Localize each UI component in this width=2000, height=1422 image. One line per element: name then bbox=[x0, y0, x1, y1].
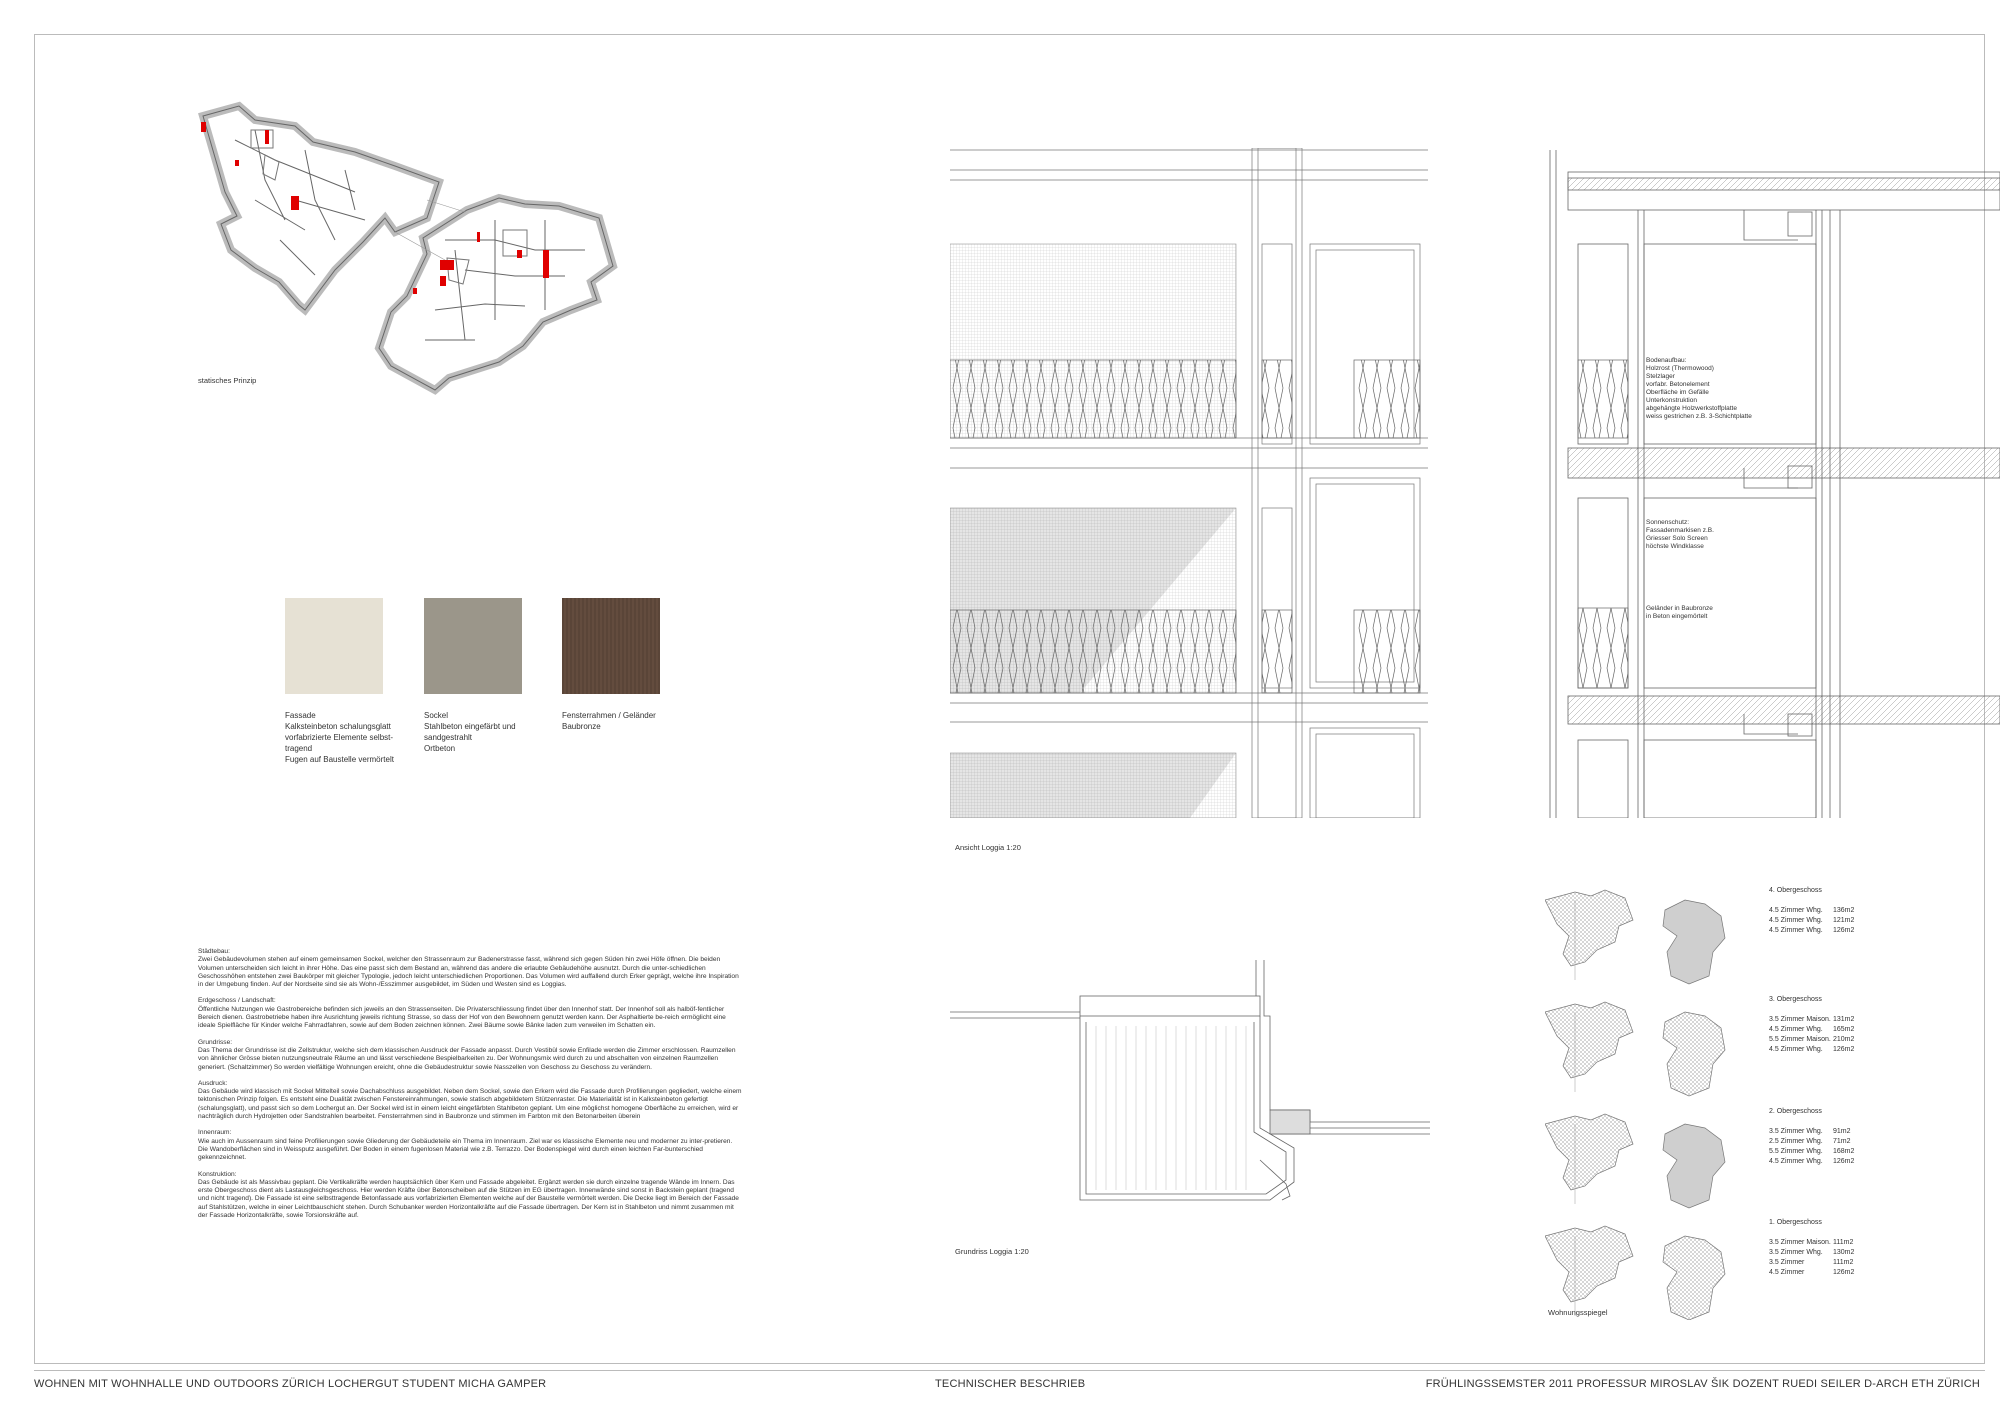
material-text-fassade: Fassade Kalksteinbeton schalungsglatt vorfabrizierte Elemente selbst- tragend Fugen auf Baustelle vermörtelt bbox=[285, 711, 394, 764]
table-row: 3.5 Zimmer Maison. 111m2 bbox=[1769, 1239, 1854, 1246]
table-row: 4.5 Zimmer Whg. 136m2 bbox=[1769, 907, 1855, 914]
table-row: 2.5 Zimmer Whg. 71m2 bbox=[1769, 1138, 1851, 1145]
swatch-fassade bbox=[285, 598, 383, 694]
loggia-elevation-drawing bbox=[950, 148, 1430, 818]
annotation-floor-build-up: Bodenaufbau: Holzrost (Thermowood) Stelzlager vorfabr. Betonelement Oberfläche im Gefälle Unterkonstruktion abgehängte Holzwerkstoffplatte weiss gestrichen z.B. 3-Schichtplatte bbox=[1646, 357, 1752, 420]
material-text-sockel: Sockel Stahlbeton eingefärbt und sandgestrahlt Ortbeton bbox=[424, 711, 516, 753]
annotation-sun-protection: Sonnenschutz: Fassadenmarkisen z.B. Griesser Solo Screen höchste Windklasse bbox=[1646, 519, 1714, 550]
table-row: 5.5 Zimmer Whg. 168m2 bbox=[1769, 1148, 1855, 1155]
table-row: 4.5 Zimmer 126m2 bbox=[1769, 1269, 1855, 1276]
building-block-west bbox=[1545, 1114, 1633, 1190]
technical-description: Städtebau: Zwei Gebäudevolumen stehen auf einem gemeinsamen Sockel, welcher den Strassenraum zur Badenerstrasse fasst, während sich gegen Süden hin zwei Höfe öffnen. Die beiden Volumen unterscheiden sich leicht in ihrer Höhe. Das eine passt sich dem Bestand an, während das andere die erlaubte Gebäudehöhe ausnutzt. Durch die unter-schiedlichen Geschosshöhen entstehen zwei Baukörper mit gleicher Typologie, jedoch leicht unterschiedlichen Proportionen. Das Volumen wird auffallend durch Erker geprägt, welche ihre Inspiration in der Umgebung finden. Auf der Nordseite sind sie als Wohn-/Esszimmer ausgebildet, im Süden und Westen sind es Loggias. Erdgeschoss / Landschaft: Öffentliche Nutzungen wie Gastrobereiche befinden sich jeweils an den Strassenseiten. Die Privaterschliessung findet über den Innenhof statt. Der Innenhof soll als halböf-fentlicher Bereich dienen. Gastrobetriebe haben ihre Ausrichtung jeweils richtung Strasse, so dass der Hof von den Bewohnern genutzt werden kann. Der Asphaltierte be-reich ermöglicht eine ideale Spielfläche für Kinder welche Fahrradfahren, sowie auf dem Boden zeichnen können. Zwei Bäume sowie Bänke laden zum verweilen im Schatten ein. Grundrisse: Das Thema der Grundrisse ist die Zellstruktur, welche sich dem klassischen Ausdruck der Fassade anpasst. Durch Vestibül sowie Enfilade werden die Zimmer erschlossen. Raumzellen von ähnlicher Grösse bieten nutzungsneutrale Räume an und lässt verschiedene Bespielbarkeiten zu. Der Wohnungsmix wird durch zu und abschalten von einzelnen Raumzellen generiert. (Schaltzimmer) So werden vielfältige Wohnungen ereicht, ohne die Gebäudestruktur sowie Nasszellen von Geschoss zu Geschoss zu verändern. Ausdruck: Das Gebäude wird klassisch mit Sockel Mittelteil sowie Dachabschluss ausgebildet. Neben dem Sockel, sowie den Erkern wird die Fassade durch Profilierungen gegliedert, welche einem tektonischen Prinzip folgen. Es entsteht eine Dualität zwischen Fenstereinrahmungen, sowie statisch abgebildetem Stützenraster. Die Materialität ist in Kalksteinbeton gefertigt (schalungsglatt), und passt sich so dem Lochergut an. Der Sockel wird ist in einem leicht eingefärbten Stahlbeton geplant. Um eine möglichst homogene Oberfläche zu erreichen, wird er nachträglich durch Hydrojetten oder Sandstrahlen bearbeitet. Fensterrahmen sind in Baubronze und stimmen im Farbton mit den Betonarbeiten überein Innenraum: Wie auch im Aussenraum sind feine Profilierungen sowie Gliederung der Gebäudeteile ein Thema im Innenraum. Ziel war es klassische Elemente neu und moderner zu inter-pretieren. Die Wandoberflächen sind in Weissputz ausgeführt. Der Boden in einem fugenlosen Material wie z.B. Terrazzo. Der Bodenspiegel wird durch einen leichten Far-bunterschied gekennzeichnet. Konstruktion: Das Gebäude ist als Massivbau geplant. Die Vertikalkräfte werden hauptsächlich über Kern und Fassade abgeleitet. Ergänzt werden sie durch einzelne tragende Wände im Innern. Das erste Obergeschoss dient als Lastausgleichsgeschoss. Hier werden Kräfte über Betonscheiben auf die Stützen im EG übertragen. Innenwände sind sonst in Backstein geplant (tragend und nicht tragend). Die Fassade ist eine selbsttragende Betonfassade aus vorfabrizierten Elementen welche auf der Baustelle vermörtelt werden. Die Decke liegt im Bereich der Fassade auf Stahlstützen, welche in einer Leichtbauschicht stehen. Durch Schubanker werden Horizontalkräfte auf die Fassade übertragen. Der Kern ist in Stahlbeton und nimmt zusammen mit der Fassade Horizontalkräfte, sowie Torsionskräfte auf. bbox=[198, 948, 742, 1220]
table-row: 4.5 Zimmer Whg. 126m2 bbox=[1769, 927, 1855, 934]
structure-caption: statisches Prinzip bbox=[198, 376, 257, 385]
table-row: 4.5 Zimmer Whg. 121m2 bbox=[1769, 917, 1855, 924]
building-block-east bbox=[1663, 1012, 1725, 1096]
footer-project: WOHNEN MIT WOHNHALLE UND OUTDOORS ZÜRICH LOCHERGUT STUDENT MICHA GAMPER bbox=[34, 1378, 547, 1390]
table-row: 3.5 Zimmer Whg. 130m2 bbox=[1769, 1249, 1855, 1256]
schedule-plan-level bbox=[1545, 1002, 1725, 1096]
schedule-plan-level bbox=[1545, 890, 1725, 984]
footer-title: TECHNISCHER BESCHRIEB bbox=[935, 1378, 1086, 1390]
apartment-level-2: 2. Obergeschoss 3.5 Zimmer Whg. 91m2 2.5 Zimmer Whg. 71m2 5.5 Zimmer Whg. 168m2 4.5 Zimmer Whg. 126m2 bbox=[1769, 1108, 1855, 1165]
structural-plan-drawing bbox=[195, 100, 725, 470]
table-row: 4.5 Zimmer Whg. 165m2 bbox=[1769, 1026, 1855, 1033]
plan-caption: Grundriss Loggia 1:20 bbox=[955, 1247, 1029, 1256]
building-block-east bbox=[1663, 1236, 1725, 1320]
schedule-plan-level bbox=[1545, 1114, 1725, 1208]
material-text-fensterrahmen: Fensterrahmen / Geländer Baubronze bbox=[562, 711, 656, 731]
building-block-east bbox=[1663, 900, 1725, 984]
apartment-level-4: 4. Obergeschoss 4.5 Zimmer Whg. 136m2 4.5 Zimmer Whg. 121m2 4.5 Zimmer Whg. 126m2 bbox=[1769, 887, 1855, 934]
footer-divider bbox=[34, 1370, 1985, 1371]
table-row: 4.5 Zimmer Whg. 126m2 bbox=[1769, 1046, 1855, 1053]
table-row: 3.5 Zimmer Maison. 131m2 bbox=[1769, 1016, 1855, 1023]
schedule-plan-level bbox=[1545, 1226, 1725, 1320]
apartment-level-1: 1. Obergeschoss 3.5 Zimmer Maison. 111m2 3.5 Zimmer Whg. 130m2 3.5 Zimmer 111m2 4.5 Zimmer 126m2 bbox=[1769, 1219, 1855, 1276]
elevation-caption: Ansicht Loggia 1:20 bbox=[955, 843, 1021, 852]
building-block-west bbox=[1545, 1002, 1633, 1078]
apartment-level-3: 3. Obergeschoss 3.5 Zimmer Maison. 131m2 4.5 Zimmer Whg. 165m2 5.5 Zimmer Maison. 210m2 4.5 Zimmer Whg. 126m2 bbox=[1769, 996, 1855, 1053]
swatch-sockel bbox=[424, 598, 522, 694]
apartment-schedule-plans bbox=[1545, 880, 1775, 1320]
table-row: 4.5 Zimmer Whg. 126m2 bbox=[1769, 1158, 1855, 1165]
building-block-east bbox=[1663, 1124, 1725, 1208]
annotation-railing: Geländer in Baubronze in Beton eingemörtelt bbox=[1646, 605, 1713, 620]
apartments-caption: Wohnungsspiegel bbox=[1548, 1308, 1608, 1317]
table-row: 5.5 Zimmer Maison. 210m2 bbox=[1769, 1036, 1855, 1043]
building-block-west bbox=[1545, 890, 1633, 966]
table-row: 3.5 Zimmer Whg. 91m2 bbox=[1769, 1128, 1851, 1135]
building-block-west bbox=[1545, 1226, 1633, 1302]
table-row: 3.5 Zimmer 111m2 bbox=[1769, 1259, 1854, 1266]
loggia-plan-drawing bbox=[950, 960, 1430, 1250]
footer-credits: FRÜHLINGSSEMSTER 2011 PROFESSUR MIROSLAV ŠIK DOZENT RUEDI SEILER D-ARCH ETH ZÜRICH bbox=[1425, 1378, 1980, 1390]
swatch-fensterrahmen bbox=[562, 598, 660, 694]
facade-section-drawing bbox=[1548, 148, 2000, 818]
